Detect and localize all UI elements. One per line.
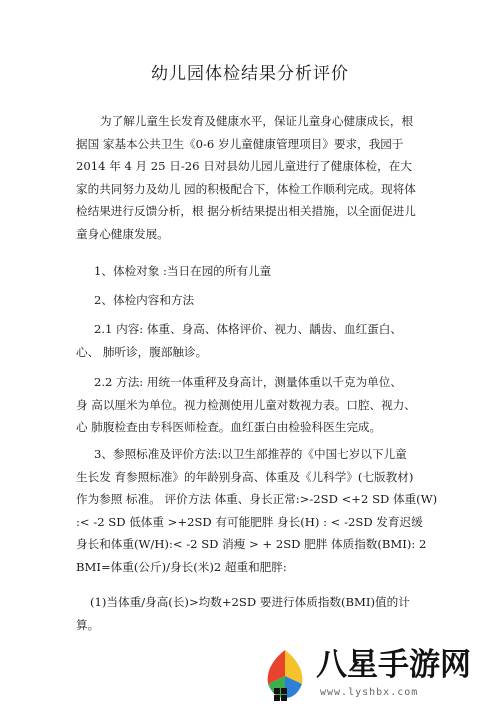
paragraph-standards xyxy=(76,443,436,578)
text-line: BMI=体重(公斤)/身长(米)2 超重和肥胖: xyxy=(76,559,287,574)
text-line: :< -2 SD 低体重 >+2SD 有可能肥胖 身长(H) : < -2SD 发育迟缓 xyxy=(76,514,423,529)
text-line: 童身心健康发展。 xyxy=(76,226,169,241)
text-line: 2、体检内容和方法 xyxy=(94,293,195,307)
paragraph-subject xyxy=(76,260,436,283)
text-line: 算。 xyxy=(76,617,100,632)
text-line: 检结果进行反馈分析，根 据分析结果提出相关措施，以全面促进儿 xyxy=(76,204,416,218)
text-line: 生长发 育参照标准》的年龄别身高、体重及《儿科学》(七版教材) xyxy=(76,469,414,484)
paragraph-method xyxy=(76,371,436,439)
paragraph-intro xyxy=(76,110,436,245)
text-line: 3、参照标准及评价方法:以卫生部推荐的《中国七岁以下儿童 xyxy=(94,447,407,461)
text-line: 2.1 内容: 体重、身高、体格评价、视力、龋齿、血红蛋白、 xyxy=(94,322,402,336)
text-line: 心 肺腹检查由专科医师检查。血红蛋白由检验科医生完成。 xyxy=(76,420,382,434)
site-url: www.lyshbx.com xyxy=(320,687,419,698)
text-line: 家的共同努力及幼儿 园的积极配合下，体检工作顺利完成。现将体 xyxy=(76,181,416,196)
text-line: 身长和体重(W/H):< -2 SD 消瘦 > + 2SD 肥胖 体质指数(BMI): 2 xyxy=(76,537,427,551)
text-line: 2.2 方法: 用统一体重秤及身高计，测量体重以千克为单位、 xyxy=(94,375,402,389)
text-line: 1、体检对象 :当日在园的所有儿童 xyxy=(94,264,272,278)
paragraph-method-heading xyxy=(76,289,436,312)
document-title: 幼儿园体检结果分析评价 xyxy=(151,64,349,84)
text-line: 据国 家基本公共卫生《0-6 岁儿童健康管理项目》要求，我园于 xyxy=(76,136,404,151)
text-line: (1)当体重/身高(长)>均数+2SD 要进行体质指数(BMI)值的计 xyxy=(90,595,410,609)
text-line: 作为参照 标准。 评价方法 体重、身长正常:>-2SD <+2 SD 体重(W) xyxy=(76,492,438,506)
site-logo-icon xyxy=(258,646,312,702)
text-line: 心、 肺听诊，腹部触诊。 xyxy=(76,344,208,359)
text-line: 为了解儿童生长发育及健康水平，保证儿童身心健康成长，根 xyxy=(100,114,414,128)
site-name: 八星手游网 xyxy=(316,647,471,683)
text-line: 2014 年 4 月 25 日-26 日对县幼儿园儿童进行了健康体检，在大 xyxy=(76,159,412,173)
text-line: 身 高以厘米为单位。视力检测使用儿童对数视力表。口腔、视力、 xyxy=(76,397,416,412)
paragraph-bmi xyxy=(76,591,436,636)
site-watermark[interactable] xyxy=(248,640,500,708)
paragraph-content xyxy=(76,318,436,363)
